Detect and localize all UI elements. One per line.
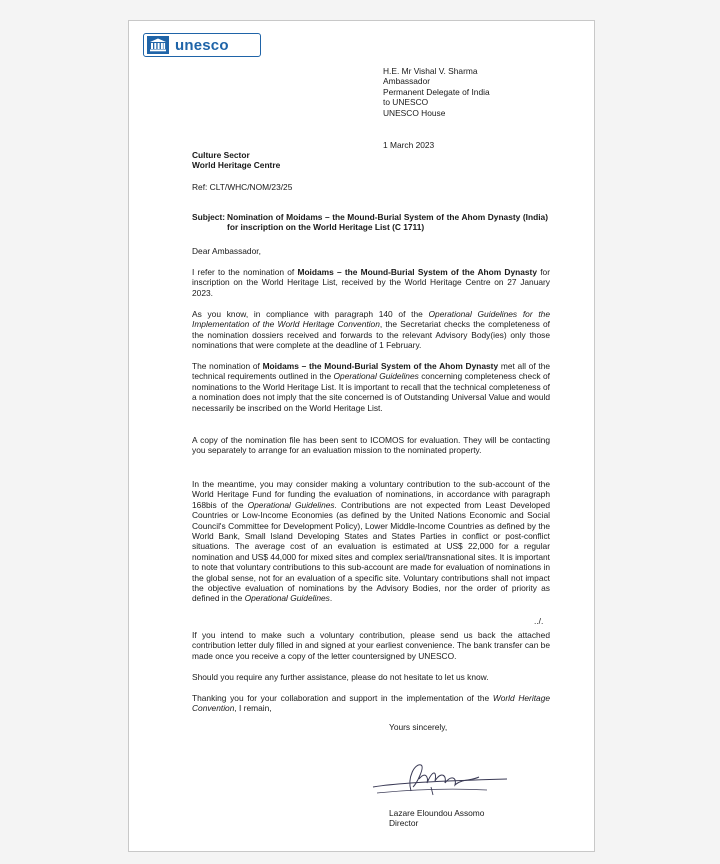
signer-name: Lazare Eloundou Assomo [389, 808, 485, 818]
p5-text-b: Contributions are not expected from Least Developed Countries or Low-Income Economies (as defined by the United Nations Economic and Social Council's Committee for Development Policy), Lower Middle-Income Countries as defined by the World Bank, Small Island Developing States and States Parties in conflict or post-conflict situations. The average cost of an evaluation is estimated at US$ 22,000 for a regular nomination and US$ 44,000 for mixed sites and complex serial/transnational sites. It is important to note that voluntary contributions to this sub-account are made for evaluation of nominations in the global sense, not for an evaluation of a specific site. Voluntary contributions shall not impact the objective evaluation of nominations by the Advisory Bodies, nor the order of priority as defined in the [192, 499, 550, 604]
p2-guidelines-title: Operational Guidelines for the Implementation of the World Heritage Convention [192, 309, 550, 330]
closing: Yours sincerely, [389, 722, 448, 732]
p8-convention-title: World Heritage Convention [192, 693, 551, 714]
p1-text-c: for inscription on the World Heritage List, received by the World Heritage Centre on 27 January 2023. [192, 267, 550, 298]
paragraph-8 [192, 693, 550, 714]
p5-guidelines-2: Operational Guidelines [244, 593, 330, 604]
p3-text-d: concerning completeness check of nominations to the World Heritage List. It is important to recall that the technical completeness of a nomination does not imply that the site concerned is of Outstanding Universal Value and would necessarily be inscribed on the World Heritage List. [192, 371, 550, 413]
p5-guidelines-1: Operational Guidelines. [247, 499, 337, 510]
p3-site-name: Moidams – the Mound-Burial System of the Ahom Dynasty [262, 361, 499, 371]
letter-page [128, 20, 595, 852]
logo-text: unesco [175, 36, 229, 54]
p3-text-a: The nomination of [192, 361, 263, 371]
page-continued-mark: ../. [534, 616, 544, 626]
signer-title: Director [389, 818, 419, 829]
temple-icon [147, 36, 169, 54]
letter-date: 1 March 2023 [383, 140, 435, 150]
paragraph-6: If you intend to make such a voluntary contribution, please send us back the attached contribution letter duly filled in and signed at your earliest convenience. The bank transfer can be made once you receive a copy of the letter countersigned by UNESCO. [192, 630, 550, 661]
recipient-address [383, 66, 583, 118]
p5-text-a: In the meantime, you may consider making a voluntary contribution to the sub-account of the World Heritage Fund for funding the evaluation of nominations, in accordance with paragraph 168bis of the [192, 479, 550, 510]
signature [367, 757, 517, 797]
p3-text-c: met all of the technical requirements outlined in the [192, 361, 551, 382]
subject-line [192, 212, 548, 233]
p1-site-name: Moidams – the Mound-Burial System of the Ahom Dynasty [297, 267, 537, 277]
subject-label: Subject: [192, 212, 226, 222]
signer-block [389, 808, 484, 829]
p8-text-c: , I remain, [234, 703, 272, 714]
recipient-title: Ambassador [383, 76, 431, 87]
recipient-role: Permanent Delegate of India [383, 86, 490, 97]
paragraph-7: Should you require any further assistance, please do not hesitate to let us know. [192, 672, 489, 682]
recipient-building: UNESCO House [383, 107, 446, 118]
reference-number: Ref: CLT/WHC/NOM/23/25 [192, 182, 293, 192]
salutation: Dear Ambassador, [192, 246, 261, 256]
p2-text-c: , the Secretariat checks the completeness of the nomination dossiers received and forwards to the relevant Advisory Body(ies) only those nominations that were complete at the deadline of 1 February. [192, 319, 551, 351]
unesco-logo [143, 33, 261, 57]
sender-block [192, 150, 280, 171]
subject-text: Nomination of Moidams – the Mound-Burial System of the Ahom Dynasty (India) for inscription on the World Heritage List (C 1711) [227, 212, 548, 233]
p1-text-a: I refer to the nomination of [192, 267, 298, 277]
paragraph-3 [192, 361, 550, 413]
p5-text-c: . [329, 593, 333, 604]
p3-guidelines: Operational Guidelines [333, 371, 419, 382]
paragraph-5 [192, 479, 550, 604]
paragraph-1 [192, 267, 550, 298]
p2-text-a: As you know, in compliance with paragraph 140 of the [192, 309, 429, 319]
recipient-org: to UNESCO [383, 97, 429, 108]
paragraph-4: A copy of the nomination file has been sent to ICOMOS for evaluation. They will be contacting you separately to arrange for an evaluation mission to the nominated property. [192, 435, 550, 456]
sender-centre: World Heritage Centre [192, 160, 281, 171]
sender-sector: Culture Sector [192, 150, 250, 160]
recipient-name: H.E. Mr Vishal V. Sharma [383, 66, 478, 76]
p8-text-a: Thanking you for your collaboration and support in the implementation of the [192, 693, 493, 703]
paragraph-2 [192, 309, 550, 351]
